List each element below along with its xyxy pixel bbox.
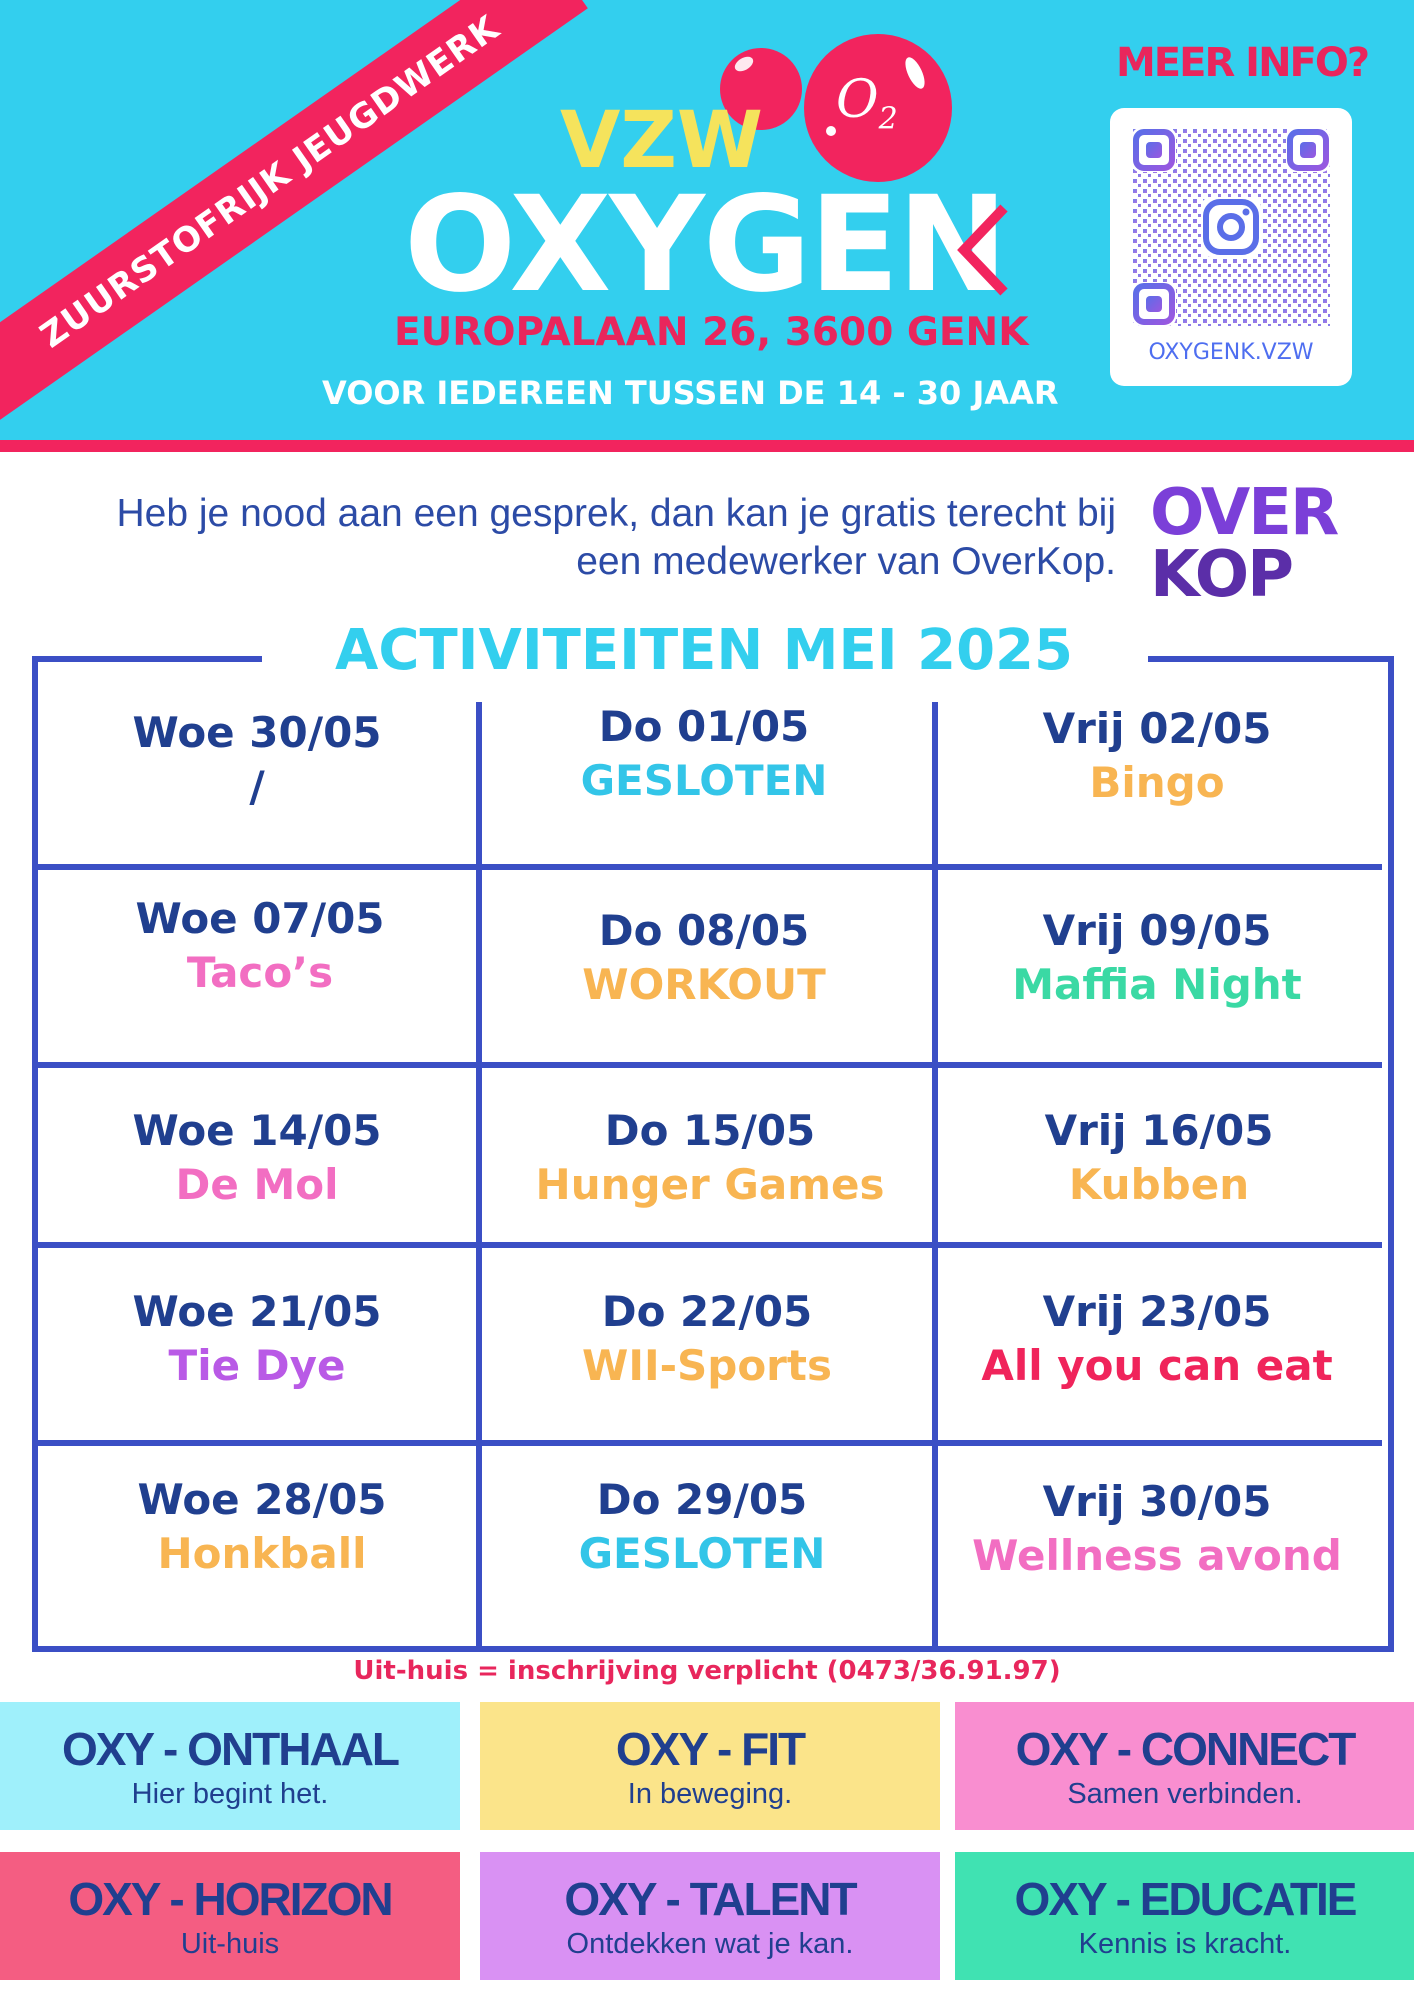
activity-day: Woe 30/05 — [132, 708, 382, 757]
activity-name: Hunger Games — [535, 1160, 885, 1209]
category-subtitle: Uit-huis — [180, 1928, 280, 1960]
qr-label: OXYGENK.VZW — [1148, 340, 1314, 365]
activity-cell — [40, 892, 480, 1000]
activity-name: De Mol — [175, 1160, 339, 1209]
grid-row-divider — [32, 1242, 1382, 1248]
activity-name: GESLOTEN — [580, 756, 828, 805]
activity-name: WII-Sports — [582, 1341, 832, 1390]
intro-text — [40, 490, 1116, 586]
grid-row-divider — [32, 1062, 1382, 1068]
category-subtitle: Kennis is kracht. — [1078, 1928, 1292, 1960]
intro-line-1: Heb je nood aan een gesprek, dan kan je gratis terecht bij — [116, 492, 1116, 535]
activity-day: Woe 28/05 — [137, 1475, 387, 1524]
activity-day: Vrij 02/05 — [1042, 704, 1272, 753]
category-title: OXY - CONNECT — [1015, 1723, 1355, 1775]
o2-letter: O — [836, 70, 879, 130]
activity-cell — [937, 702, 1377, 810]
category-title: OXY - ONTHAAL — [61, 1723, 399, 1775]
activity-name: Maffia Night — [1012, 960, 1302, 1009]
activity-day: Do 08/05 — [598, 906, 810, 955]
activity-cell — [939, 1104, 1379, 1212]
category-card — [480, 1852, 940, 1980]
o2-subscript: 2 — [878, 101, 898, 137]
activity-name: Bingo — [1089, 758, 1225, 807]
category-subtitle: Hier begint het. — [131, 1778, 329, 1810]
activity-day: Vrij 30/05 — [1042, 1477, 1272, 1526]
activity-cell — [37, 1104, 477, 1212]
audience-text: VOOR IEDEREEN TUSSEN DE 14 - 30 JAAR — [322, 374, 1059, 412]
category-card — [955, 1852, 1414, 1980]
activity-day: Woe 21/05 — [132, 1287, 382, 1336]
activity-cell — [937, 1285, 1377, 1393]
activity-cell — [487, 1285, 927, 1393]
activity-name: WORKOUT — [582, 960, 826, 1009]
activity-cell — [490, 1104, 930, 1212]
brand-name: OXYGEN — [404, 168, 1006, 322]
o2-symbol — [836, 70, 898, 136]
address: EUROPALAAN 26, 3600 GENK — [394, 310, 1029, 355]
category-title: OXY - TALENT — [564, 1873, 856, 1925]
activity-name: GESLOTEN — [578, 1529, 826, 1578]
activity-cell — [37, 706, 477, 814]
activity-day: Do 29/05 — [596, 1475, 808, 1524]
activity-cell — [937, 904, 1377, 1012]
category-subtitle: Ontdekken wat je kan. — [566, 1928, 854, 1960]
vzw-label: VZW — [560, 96, 763, 186]
activity-name: Tie Dye — [168, 1341, 346, 1390]
overkop-logo — [1150, 478, 1380, 602]
activity-name: / — [249, 762, 265, 811]
activity-name: Wellness avond — [972, 1531, 1342, 1580]
header-divider — [0, 440, 1414, 452]
k-chevron-icon — [954, 200, 1014, 300]
category-subtitle: In beweging. — [627, 1778, 793, 1810]
category-title: OXY - FIT — [615, 1723, 805, 1775]
registration-note: Uit-huis = inschrijving verplicht (0473/36.91.97) — [353, 1656, 1061, 1686]
activity-cell — [484, 904, 924, 1012]
activity-day: Do 15/05 — [604, 1106, 816, 1155]
overkop-logo-line1: OVER — [1150, 478, 1338, 550]
activity-day: Vrij 23/05 — [1042, 1287, 1272, 1336]
activity-cell — [482, 1473, 922, 1581]
activity-cell — [484, 700, 924, 808]
category-subtitle: Samen verbinden. — [1067, 1778, 1303, 1810]
activity-day: Woe 14/05 — [132, 1106, 382, 1155]
category-card — [0, 1702, 460, 1830]
intro-line-2: een medewerker van OverKop. — [576, 540, 1116, 583]
activity-cell — [37, 1285, 477, 1393]
activity-name: Honkball — [157, 1529, 367, 1578]
qr-code-icon[interactable] — [1132, 128, 1330, 326]
activity-day: Do 22/05 — [601, 1287, 813, 1336]
activity-cell — [42, 1473, 482, 1581]
category-card — [955, 1702, 1414, 1830]
grid-row-divider — [32, 1440, 1382, 1446]
activity-name: Kubben — [1068, 1160, 1250, 1209]
activity-cell — [937, 1475, 1377, 1583]
ribbon-text: ZUURSTOFRIJK JEUGDWERK — [33, 7, 507, 357]
activities-title: ACTIVITEITEN MEI 2025 — [335, 618, 1073, 683]
category-card — [480, 1702, 940, 1830]
category-card — [0, 1852, 460, 1980]
overkop-logo-line2: KOP — [1150, 538, 1293, 602]
activity-day: Woe 07/05 — [135, 894, 385, 943]
activity-day: Vrij 09/05 — [1042, 906, 1272, 955]
activity-day: Do 01/05 — [598, 702, 810, 751]
more-info-heading: MEER INFO? — [1116, 40, 1369, 86]
activity-day: Vrij 16/05 — [1044, 1106, 1274, 1155]
category-title: OXY - EDUCATIE — [1014, 1873, 1356, 1925]
grid-row-divider — [32, 864, 1382, 870]
category-title: OXY - HORIZON — [68, 1873, 392, 1925]
activity-name: All you can eat — [981, 1341, 1333, 1390]
activity-name: Taco’s — [186, 948, 334, 997]
